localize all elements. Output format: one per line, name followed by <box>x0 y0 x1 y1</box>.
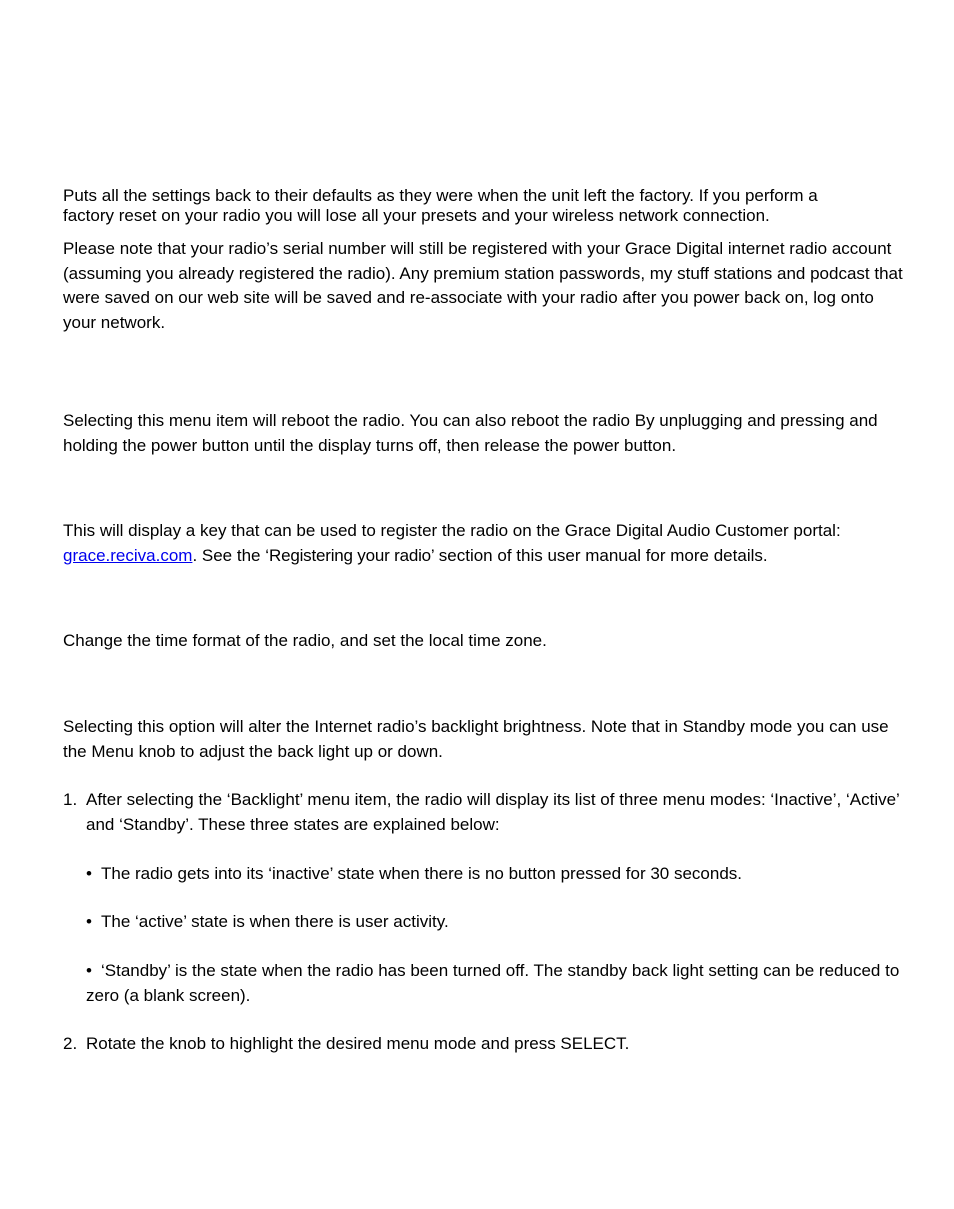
backlight-description: Selecting this option will alter the Internet radio’s backlight brightness. Note that in Standby mode you can use the Menu knob to adjust the back light up or down. <box>63 717 889 761</box>
registering-section-reference: Registering your radio <box>269 545 431 565</box>
register-text-after: ’ section of this user manual for more details. <box>430 545 768 565</box>
register-text-mid: . See the ‘ <box>192 545 269 565</box>
factory-reset-description <box>63 186 903 226</box>
factory-reset-line-1: Puts all the settings back to their defaults as they were when the unit left the factory. If you perform a <box>63 186 818 205</box>
bullet-item <box>86 862 901 887</box>
factory-reset-note: Please note that your radio’s serial number will still be registered with your Grace Digital internet radio account (assuming you already registered the radio). Any premium station passwords, my stuff stations and podcast that were saved on our web site will be saved and re-associate with your radio after you power back on, log onto your network. <box>63 239 903 332</box>
bullet-text: ‘Standby’ is the state when the radio has been turned off. The standby back light setting can be reduced to zero (a blank screen). <box>86 961 900 1005</box>
bullet-item <box>86 910 901 935</box>
clock-description: Change the time format of the radio, and set the local time zone. <box>63 631 547 650</box>
bullet-item <box>86 959 901 1008</box>
step-text: Rotate the knob to highlight the desired menu mode and press SELECT. <box>86 1034 630 1053</box>
bullet-symbol: • <box>86 961 92 980</box>
bullet-text: The radio gets into its ‘inactive’ state when there is no button pressed for 30 seconds. <box>101 864 743 883</box>
register-text-before: This will display a key that can be used to register the radio on the Grace Digital Audio Customer portal: <box>63 521 841 540</box>
reboot-description: Selecting this menu item will reboot the radio. You can also reboot the radio By unplugging and pressing and holding the power button until the display turns off, then release the power button. <box>63 411 878 455</box>
step-number: 1. <box>63 790 78 809</box>
bullet-symbol: • <box>86 912 92 931</box>
register-description <box>63 519 903 568</box>
bullet-symbol: • <box>86 864 92 883</box>
factory-reset-line-2: factory reset on your radio you will lose all your presets and your wireless network connection. <box>63 206 770 225</box>
step-number: 2. <box>63 1034 78 1053</box>
grace-reciva-link[interactable]: grace.reciva.com <box>63 545 193 565</box>
bullet-text: The ‘active’ state is when there is user activity. <box>101 912 449 931</box>
step-text: After selecting the ‘Backlight’ menu item, the radio will display its list of three menu modes: ‘Inactive’, ‘Active’ and ‘Standby’. These three states are explained below: <box>86 790 900 834</box>
